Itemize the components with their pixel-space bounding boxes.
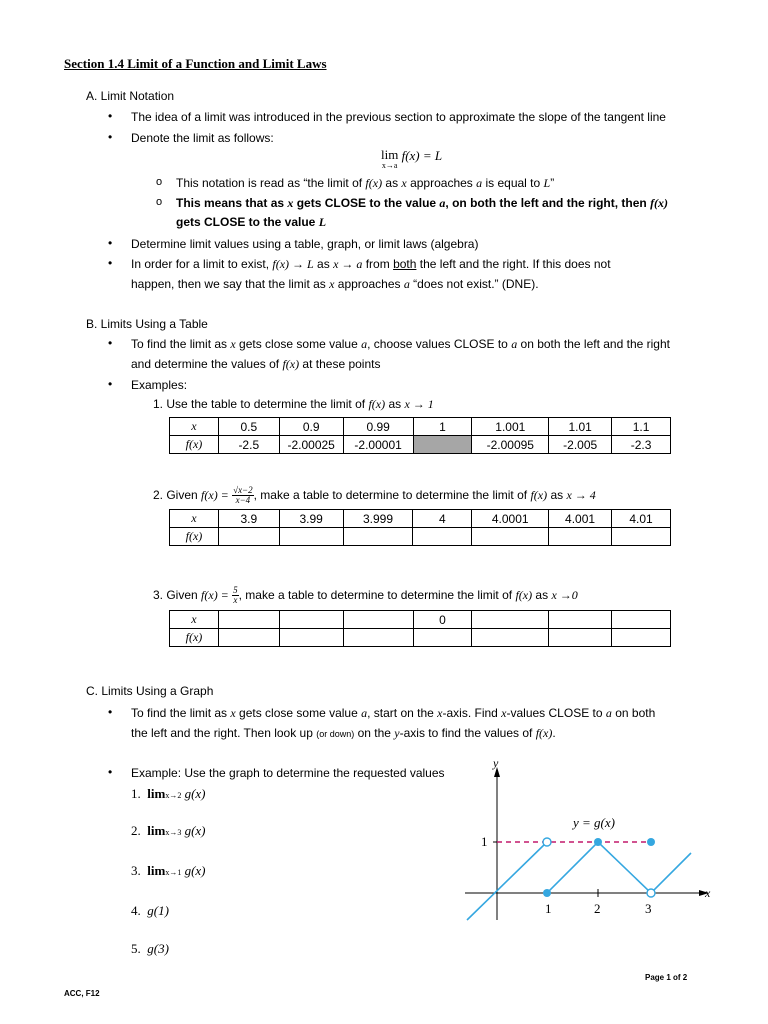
table-cell <box>549 629 612 647</box>
open-point <box>647 889 655 897</box>
table-header-x: x <box>170 510 219 528</box>
x-tick-label-2: 2 <box>594 901 601 916</box>
filled-point <box>647 838 655 846</box>
table-cell: 0.99 <box>343 418 413 436</box>
table-cell <box>413 528 472 546</box>
table-cell <box>472 611 549 629</box>
table-row <box>170 611 671 629</box>
table-cell <box>343 629 413 647</box>
section-a-sub-2-cont: gets CLOSE to the value L <box>176 215 327 229</box>
section-a-bullet-3: Determine limit values using a table, graph, or limit laws (algebra) <box>131 237 479 251</box>
table-cell: 1.001 <box>472 418 549 436</box>
bullet-icon: • <box>108 336 113 350</box>
fraction: $\frac{5}{x}$ <box>233 585 238 606</box>
table-cell <box>218 629 279 647</box>
section-c-bullet-1: To find the limit as x gets close some value a, start on the x-axis. Find x-values CLOSE to a on both <box>131 706 656 720</box>
filled-point <box>543 889 551 897</box>
question-5: 5. g(3) <box>131 941 169 956</box>
question-2: 2. limx→3 g(x) <box>131 823 206 838</box>
table-cell: 4.001 <box>549 510 612 528</box>
filled-point <box>594 838 602 846</box>
example-3-prompt: 3. Given f(x) = $\frac{5}{x}$ , make a table to determine to determine the limit of f(x) as x →0 <box>153 585 578 606</box>
section-a-bullet-4-cont: happen, then we say that the limit as x approaches a “does not exist.” (DNE). <box>131 277 539 291</box>
circle-bullet-icon: o <box>156 176 163 188</box>
bullet-icon: • <box>108 256 113 270</box>
table-cell: 4 <box>413 510 472 528</box>
footer-code: ACC, F12 <box>64 989 100 998</box>
table-cell <box>279 528 343 546</box>
table-cell-shaded <box>413 436 472 454</box>
table-cell: -2.5 <box>218 436 279 454</box>
page-number: Page 1 of 2 <box>645 973 688 982</box>
table-row <box>170 528 671 546</box>
graph-g-of-x <box>455 755 725 930</box>
fraction: $\frac{√x-2}{x-4}$ <box>233 485 253 506</box>
table-cell: 4.0001 <box>472 510 549 528</box>
table-cell <box>612 629 671 647</box>
table-header-fx: f(x) <box>170 629 219 647</box>
table-row <box>170 629 671 647</box>
section-b-bullet-2: Examples: <box>131 378 188 392</box>
example-1-prompt: 1. Use the table to determine the limit of f(x) as x → 1 <box>153 397 434 411</box>
open-point <box>543 838 551 846</box>
table-cell: -2.00095 <box>472 436 549 454</box>
bullet-icon: • <box>108 765 113 779</box>
bullet-icon: • <box>108 705 113 719</box>
table-cell: 3.9 <box>218 510 279 528</box>
bullet-icon: • <box>108 236 113 250</box>
bullet-icon: • <box>108 377 113 391</box>
page-title: Section 1.4 Limit of a Function and Limit Laws <box>64 56 327 71</box>
table-row <box>170 436 671 454</box>
table-cell <box>549 611 612 629</box>
table-cell <box>279 611 343 629</box>
table-cell: 1.1 <box>612 418 671 436</box>
table-example-1 <box>169 417 671 454</box>
example-2-prompt: 2. Given f(x) = $\frac{√x-2}{x-4}$ , make a table to determine to determine the limit of f(x) as x → 4 <box>153 485 596 506</box>
section-c-bullet-2: Example: Use the graph to determine the requested values <box>131 766 445 780</box>
question-4: 4. g(1) <box>131 903 169 918</box>
table-cell <box>218 528 279 546</box>
table-cell <box>612 611 671 629</box>
y-tick-label: 1 <box>481 834 488 849</box>
curve-segment <box>547 842 691 893</box>
formula-body: f(x) = L <box>401 148 443 163</box>
x-tick-label-1: 1 <box>545 901 552 916</box>
table-cell: 3.99 <box>279 510 343 528</box>
table-cell: 0 <box>413 611 472 629</box>
y-axis-label: y <box>493 756 499 770</box>
table-cell <box>413 629 472 647</box>
section-a-sub-2: This means that as x gets CLOSE to the value a, on both the left and the right, then f(x) <box>176 196 669 210</box>
table-cell <box>612 528 671 546</box>
curve-segment <box>467 842 547 920</box>
table-cell <box>343 611 413 629</box>
table-cell: 0.9 <box>279 418 343 436</box>
section-b-bullet-1: To find the limit as x gets close some value a, choose values CLOSE to a on both the left and the right <box>131 337 670 351</box>
table-cell: 0.5 <box>218 418 279 436</box>
section-a-bullet-2: Denote the limit as follows: <box>131 131 274 145</box>
table-cell <box>343 528 413 546</box>
bullet-icon: • <box>108 109 113 123</box>
table-example-3 <box>169 610 671 647</box>
table-header-x: x <box>170 418 219 436</box>
formula-sub: x→a <box>381 161 398 170</box>
section-c-bullet-1-cont: the left and the right. Then look up (or down) on the y-axis to find the values of f(x). <box>131 726 556 740</box>
table-cell <box>472 629 549 647</box>
table-cell: -2.3 <box>612 436 671 454</box>
formula-lim: lim <box>381 147 399 162</box>
bullet-icon: • <box>108 130 113 144</box>
table-header-fx: f(x) <box>170 436 219 454</box>
section-a-heading: A. Limit Notation <box>86 89 175 103</box>
question-3: 3. limx→1 g(x) <box>131 863 206 878</box>
table-cell <box>549 528 612 546</box>
question-1: 1. limx→2 g(x) <box>131 786 206 801</box>
section-a-bullet-4: In order for a limit to exist, f(x) → L as x → a from both the left and the right. If this does not <box>131 257 611 271</box>
limit-formula <box>381 148 442 170</box>
circle-bullet-icon: o <box>156 196 163 208</box>
table-example-2 <box>169 509 671 546</box>
curve-label: y = g(x) <box>573 815 615 830</box>
table-header-x: x <box>170 611 219 629</box>
table-cell: -2.00001 <box>343 436 413 454</box>
section-b-bullet-1-cont: and determine the values of f(x) at these points <box>131 357 381 371</box>
table-header-fx: f(x) <box>170 528 219 546</box>
table-cell: 3.999 <box>343 510 413 528</box>
table-cell <box>279 629 343 647</box>
x-axis-label: x <box>705 886 711 900</box>
table-cell: -2.00025 <box>279 436 343 454</box>
table-cell: 4.01 <box>612 510 671 528</box>
section-b-heading: B. Limits Using a Table <box>86 317 208 331</box>
x-tick-label-3: 3 <box>645 901 652 916</box>
table-cell: 1.01 <box>549 418 612 436</box>
section-c-heading: C. Limits Using a Graph <box>86 684 214 698</box>
table-row <box>170 418 671 436</box>
section-a-bullet-1: The idea of a limit was introduced in the previous section to approximate the slope of the tangent line <box>131 110 666 124</box>
table-cell <box>218 611 279 629</box>
section-a-sub-1: This notation is read as “the limit of f(x) as x approaches a is equal to L” <box>176 176 555 190</box>
table-cell: 1 <box>413 418 472 436</box>
table-row <box>170 510 671 528</box>
table-cell <box>472 528 549 546</box>
table-cell: -2.005 <box>549 436 612 454</box>
